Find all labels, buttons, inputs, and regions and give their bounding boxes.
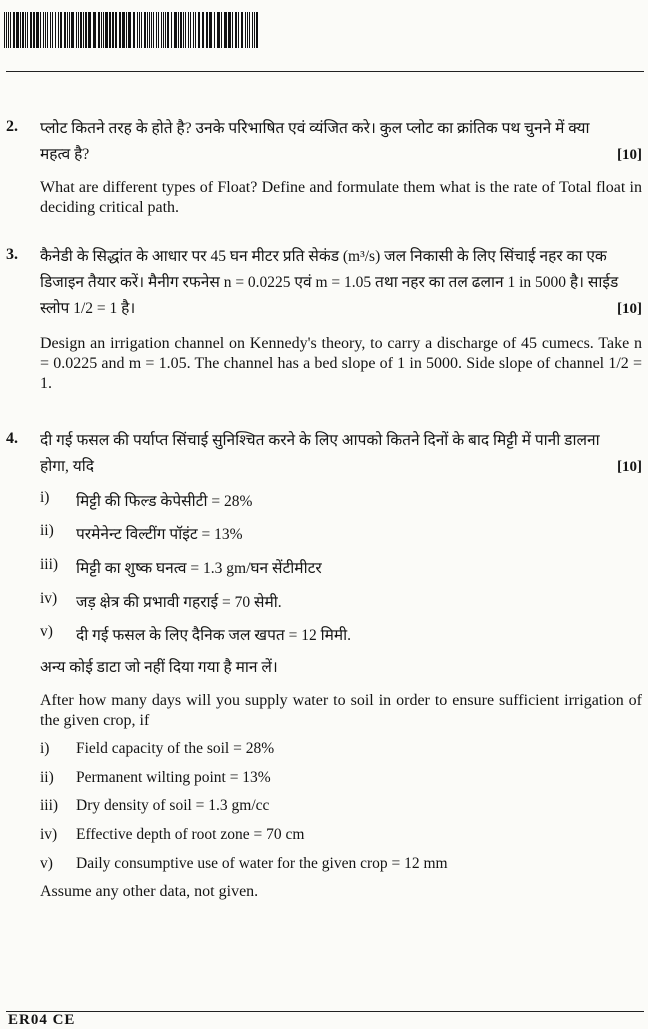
list-item: iii) मिट्टी का शुष्क घनत्व = 1.3 gm/घन सेंटीमीटर (40, 556, 322, 577)
hindi-line: प्लोट कितने तरह के होते है? उनके परिभाषित एवं व्यंजित करे। कुल प्लोट का क्रांतिक पथ चुनने में क्या (40, 120, 590, 137)
question-english-text: What are different types of Float? Define and formulate them what is the rate of Total float in deciding critical path. (40, 179, 642, 216)
hindi-line: कैनेडी के सिद्धांत के आधार पर 45 घन मीटर प्रति सेकंड (m³/s) जल निकासी के लिए सिंचाई नहर का एक (40, 248, 607, 265)
list-item: iv) जड़ क्षेत्र की प्रभावी गहराई = 70 सेमी. (40, 590, 282, 611)
question-hindi-text (40, 428, 642, 480)
barcode (4, 12, 260, 48)
hindi-note: अन्य कोई डाटा जो नहीं दिया गया है मान लें। (40, 659, 278, 676)
question-hindi-text (40, 116, 642, 168)
question-hindi-text (40, 244, 642, 322)
question-number: 3. (6, 246, 18, 263)
list-item: i) Field capacity of the soil = 28% (40, 740, 275, 757)
marks-badge: [10] (617, 459, 642, 475)
hindi-line: दी गई फसल की पर्याप्त सिंचाई सुनिश्चित करने के लिए आपको कितने दिनों के बाद मिट्टी में पानी डालना (40, 432, 600, 449)
hindi-line: डिजाइन तैयार करें। मैनीग रफनेस n = 0.0225 एवं m = 1.05 तथा नहर का तल ढलान 1 in 5000 है। साईड (40, 274, 619, 291)
paper-code: ER04 CE (8, 1012, 76, 1028)
hindi-line: महत्व है? [10] (40, 142, 642, 168)
list-item: v) दी गई फसल के लिए दैनिक जल खपत = 12 मिमी. (40, 623, 352, 644)
english-note: Assume any other data, not given. (40, 883, 259, 900)
list-item: i) मिट्टी की फिल्ड केपेसीटी = 28% (40, 489, 253, 510)
list-item: ii) Permanent wilting point = 13% (40, 769, 271, 786)
list-item: iii) Dry density of soil = 1.3 gm/cc (40, 797, 270, 814)
header-rule (6, 71, 644, 72)
list-item: ii) परमेनेन्ट विल्टींग पॉइंट = 13% (40, 522, 243, 543)
hindi-line: स्लोप 1/2 = 1 है। [10] (40, 296, 642, 322)
question-number: 2. (6, 118, 18, 135)
question-english-text: Design an irrigation channel on Kennedy's theory, to carry a discharge of 45 cumecs. Take n = 0.0225 and m = 1.05. The channel has a bed slope of 1 in 5000. Side slope of channel 1/2 = 1. (40, 335, 642, 392)
marks-badge: [10] (617, 147, 642, 163)
question-number: 4. (6, 430, 18, 447)
list-item: v) Daily consumptive use of water for the given crop = 12 mm (40, 855, 448, 872)
list-item: iv) Effective depth of root zone = 70 cm (40, 826, 305, 843)
footer-rule (6, 1011, 644, 1012)
hindi-line: होगा, यदि [10] (40, 454, 642, 480)
question-english-text: After how many days will you supply water to soil in order to ensure sufficient irrigation of the given crop, if (40, 692, 642, 729)
marks-badge: [10] (617, 301, 642, 317)
